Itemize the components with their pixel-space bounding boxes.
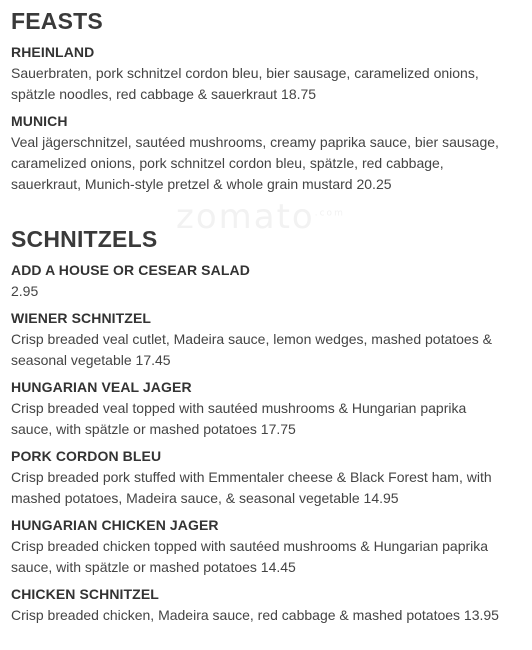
menu-item-description: Sauerbraten, pork schnitzel cordon bleu, bier sausage, caramelized onions, spätzle noodles, red cabbage & sauerkraut 18.75 xyxy=(11,65,479,102)
menu-item-name: RHEINLAND xyxy=(11,44,95,60)
menu-item-name: ADD A HOUSE OR CESEAR SALAD xyxy=(11,262,250,278)
menu-item-chicken-schnitzel xyxy=(11,585,522,626)
menu-item-name: PORK CORDON BLEU xyxy=(11,448,162,464)
menu-item-munich xyxy=(11,112,522,195)
watermark-text: zomato xyxy=(176,197,315,237)
menu-item-name: CHICKEN SCHNITZEL xyxy=(11,586,159,602)
menu-item-house-salad xyxy=(11,261,522,302)
section-title-feasts: FEASTS xyxy=(11,8,103,34)
menu-item-hungarian-chicken-jager xyxy=(11,516,522,578)
section-title-schnitzels: SCHNITZELS xyxy=(11,226,158,252)
menu-item-description: Crisp breaded pork stuffed with Emmentaler cheese & Black Forest ham, with mashed potatoes, Madeira sauce, & seasonal vegetable 14.95 xyxy=(11,469,492,506)
menu-item-name: HUNGARIAN VEAL JAGER xyxy=(11,379,192,395)
menu-item-description: Crisp breaded veal cutlet, Madeira sauce, lemon wedges, mashed potatoes & seasonal vegetable 17.45 xyxy=(11,331,492,368)
menu-item-wiener-schnitzel xyxy=(11,309,522,371)
menu-item-name: WIENER SCHNITZEL xyxy=(11,310,152,326)
feasts-item-list xyxy=(11,43,522,195)
menu-item-description: Crisp breaded chicken topped with sautéed mushrooms & Hungarian paprika sauce, with spätzle or mashed potatoes 14.45 xyxy=(11,538,489,575)
menu-item-description: 2.95 xyxy=(11,283,39,299)
watermark-suffix: .com xyxy=(314,208,345,219)
menu-item-pork-cordon-bleu xyxy=(11,447,522,509)
menu-item-description: Veal jägerschnitzel, sautéed mushrooms, creamy paprika sauce, bier sausage, caramelized onions, pork schnitzel cordon bleu, spätzle, red cabbage, sauerkraut, Munich-style pretzel & whole grain mustard 20.25 xyxy=(11,134,499,192)
schnitzels-item-list xyxy=(11,261,522,626)
menu-item-description: Crisp breaded chicken, Madeira sauce, red cabbage & mashed potatoes 13.95 xyxy=(11,607,499,623)
menu-item-rheinland xyxy=(11,43,522,105)
menu-item-description: Crisp breaded veal topped with sautéed mushrooms & Hungarian paprika sauce, with spätzle or mashed potatoes 17.75 xyxy=(11,400,467,437)
menu-item-name: HUNGARIAN CHICKEN JAGER xyxy=(11,517,219,533)
menu-item-hungarian-veal-jager xyxy=(11,378,522,440)
menu-item-name: MUNICH xyxy=(11,113,68,129)
